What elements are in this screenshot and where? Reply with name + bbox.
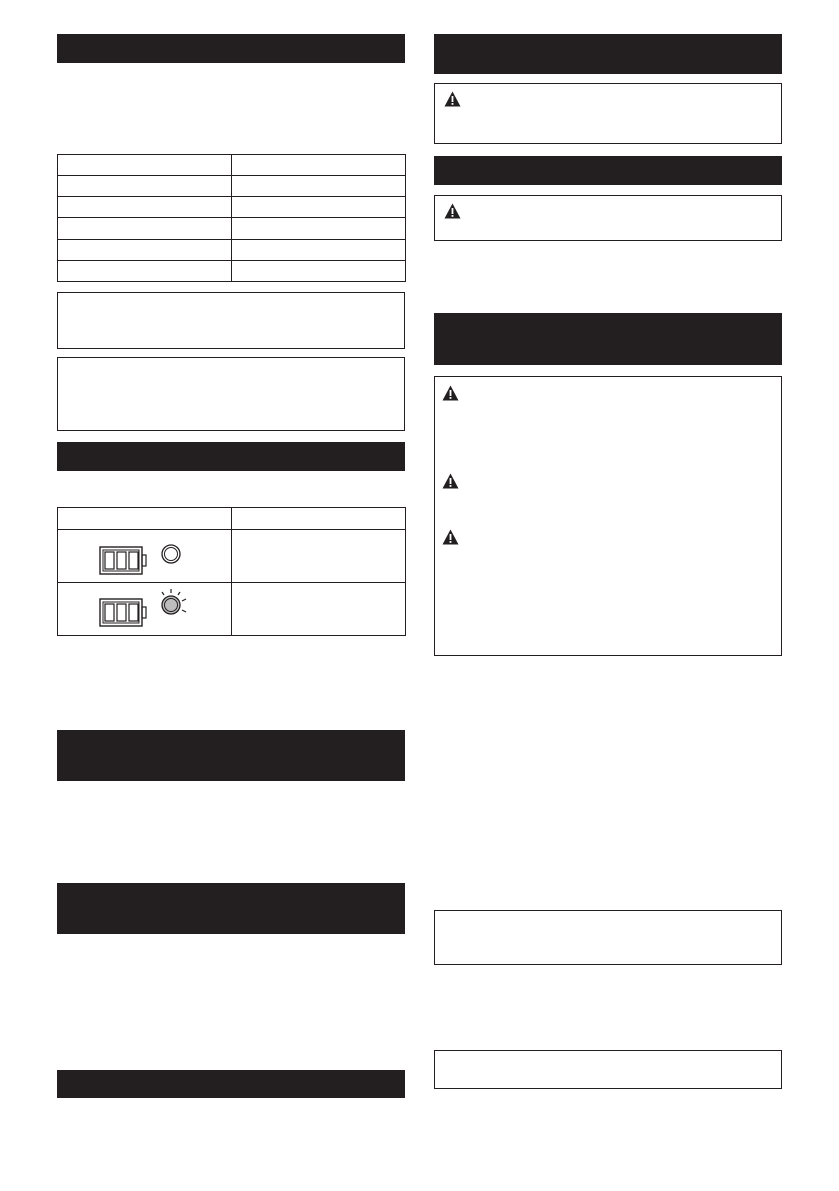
warning-triangle-icon [442,473,459,489]
battery-lamp-off-cell [58,530,232,583]
note-box-right-2 [434,1050,782,1089]
table-cell [58,261,232,282]
table-cell [232,240,406,261]
table-row [58,530,406,583]
battery-indicator-table [57,507,406,636]
note-box-1 [57,292,405,349]
indicator-lamp-icon [58,530,230,582]
table-row [58,197,406,218]
table-cell [232,583,406,636]
section-header-bar-right-1 [434,34,782,74]
table-cell [232,218,406,240]
indicator-lamp-icon [58,583,230,635]
table-cell [232,155,406,176]
table-cell [232,197,406,218]
section-header-bar-3 [57,730,405,781]
table-row [58,218,406,240]
table-row [58,261,406,282]
table-row [58,240,406,261]
warning-box-2 [434,195,782,241]
warning-triangle-icon [442,529,459,545]
warning-box-1 [434,83,782,144]
section-header-bar-right-2 [434,156,782,185]
section-header-bar-4 [57,883,405,934]
section-header-bar-5 [57,1070,405,1098]
table-cell [232,176,406,197]
table-cell [58,240,232,261]
warning-triangle-icon [444,91,461,107]
warning-triangle-icon [444,203,461,219]
section-header-bar-right-3 [434,313,782,365]
table-cell [58,197,232,218]
note-box-right-1 [434,910,782,965]
battery-lamp-blinking-cell [58,583,232,636]
specifications-table [57,154,406,282]
table-header-row [58,508,406,530]
section-header-bar-battery-indicator [57,442,405,471]
table-cell [58,218,232,240]
table-cell [232,261,406,282]
warning-box-3 [434,376,782,656]
table-header-cell [58,508,232,530]
note-box-2 [57,357,405,431]
table-cell [58,176,232,197]
table-row [58,583,406,636]
table-cell [232,530,406,583]
table-row [58,155,406,176]
section-header-bar-specifications [57,34,405,63]
warning-triangle-icon [442,385,459,401]
table-header-cell [232,508,406,530]
table-cell [58,155,232,176]
table-row [58,176,406,197]
